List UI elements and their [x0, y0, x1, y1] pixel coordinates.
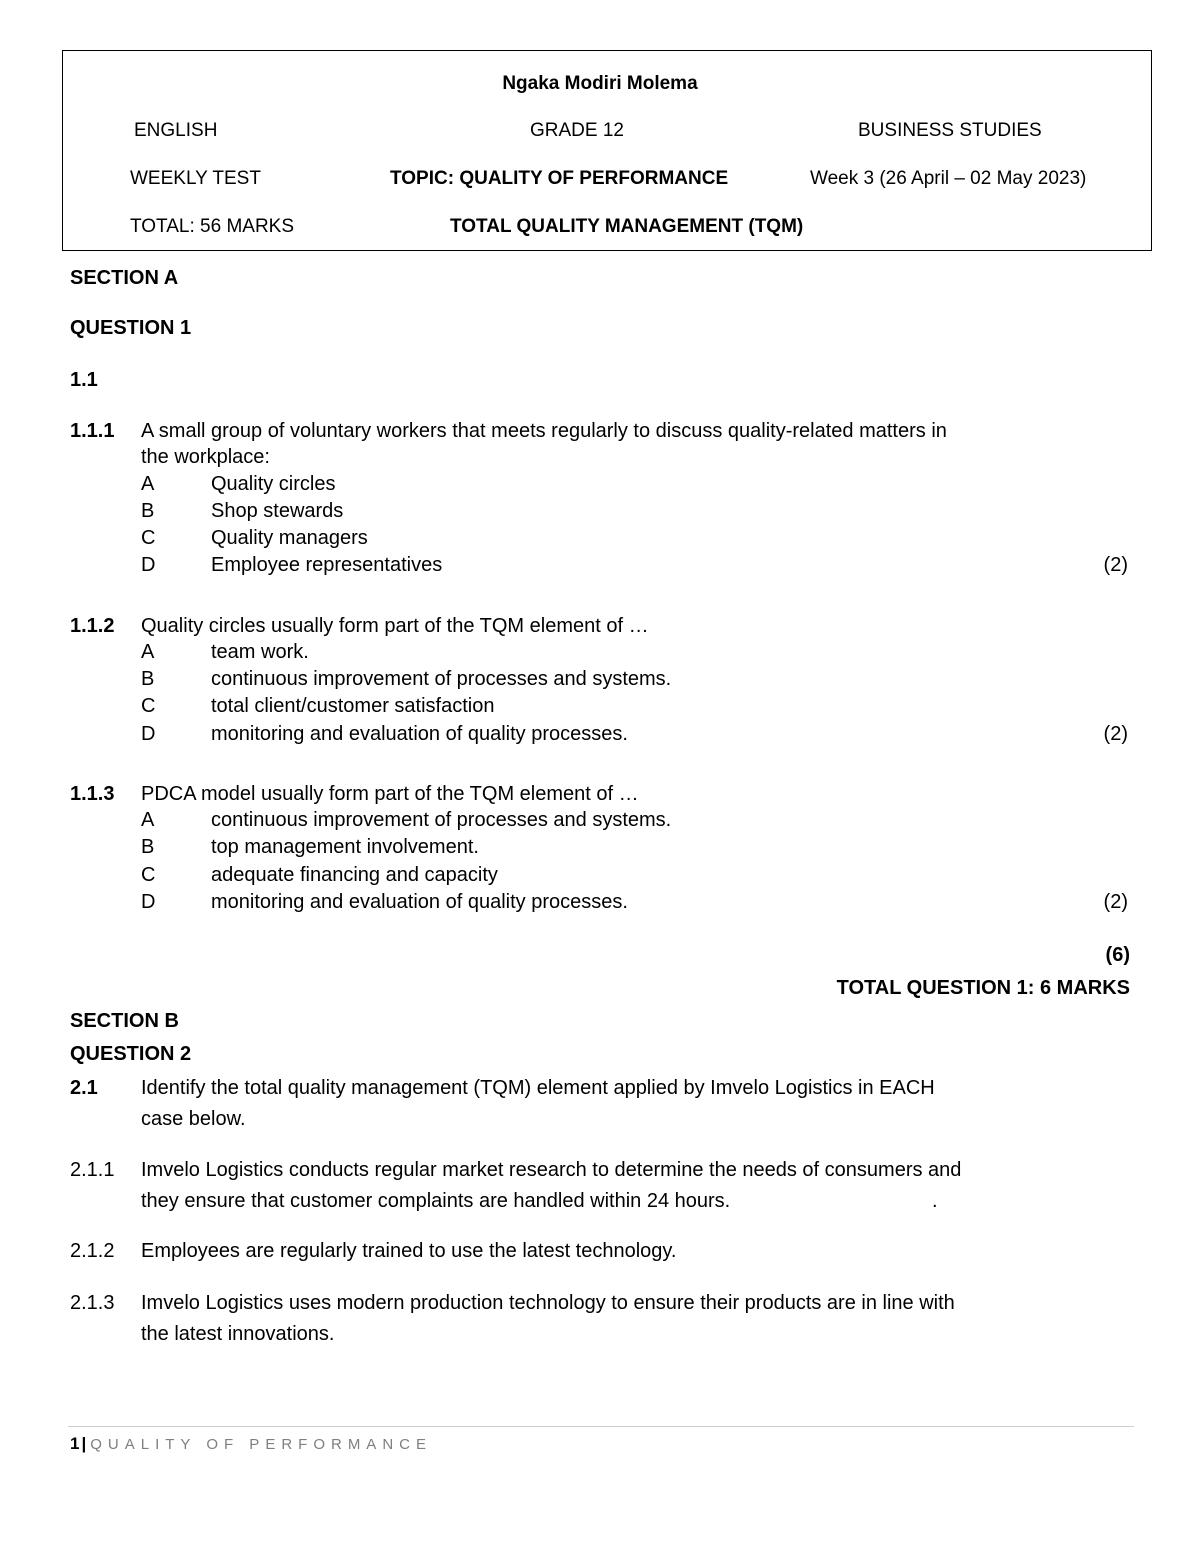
question-text-part: usually form part of the TQM element of … — [255, 783, 639, 805]
total-question-1: TOTAL QUESTION 1: 6 MARKS — [836, 977, 1130, 999]
marks-label: (2) — [1103, 723, 1128, 745]
question-text-part: PDCA model — [141, 783, 256, 805]
running-title: QUALITY OF PERFORMANCE — [90, 1436, 432, 1453]
question-text — [141, 782, 639, 806]
option-text: Quality circles — [211, 473, 336, 495]
section-a-title: SECTION A — [70, 267, 179, 289]
question-number: 2.1.1 — [70, 1159, 115, 1181]
question-1-title: QUESTION 1 — [70, 317, 192, 339]
footer-separator: | — [81, 1434, 87, 1453]
total-marks-label: TOTAL: 56 MARKS — [130, 216, 295, 237]
option-letter: C — [141, 695, 156, 717]
option-letter: C — [141, 864, 156, 886]
option-text: monitoring and evaluation of quality processes. — [211, 891, 628, 913]
footer-divider — [68, 1426, 1134, 1427]
question-text: Identify the total quality management (TQM) element applied by Imvelo Logistics in EACH — [141, 1077, 935, 1099]
option-letter: A — [141, 641, 155, 663]
option-letter: A — [141, 473, 155, 495]
question-text: case below. — [141, 1108, 246, 1130]
option-letter: C — [141, 527, 156, 549]
school-name: Ngaka Modiri Molema — [502, 73, 698, 94]
question-number: 1.1.2 — [70, 615, 115, 637]
question-2-title: QUESTION 2 — [70, 1043, 192, 1065]
option-text: monitoring and evaluation of quality processes. — [211, 723, 628, 745]
question-1-1-number: 1.1 — [70, 369, 98, 391]
option-text: team work. — [211, 641, 309, 663]
option-text: Shop stewards — [211, 500, 344, 522]
subtopic-label: TOTAL QUALITY MANAGEMENT (TQM) — [450, 216, 804, 237]
page-footer — [70, 1434, 432, 1455]
section-b-title: SECTION B — [70, 1010, 179, 1032]
subtotal-marks: (6) — [1105, 944, 1130, 966]
grade-label: GRADE 12 — [530, 120, 624, 141]
language-label: ENGLISH — [134, 120, 218, 141]
option-text: Employee representatives — [211, 554, 443, 576]
question-text: the latest innovations. — [141, 1323, 335, 1345]
subject-label: BUSINESS STUDIES — [858, 120, 1042, 141]
question-number: 1.1.3 — [70, 783, 115, 805]
page-number: 1 — [70, 1434, 80, 1453]
option-letter: A — [141, 809, 155, 831]
option-letter: B — [141, 836, 155, 858]
marks-label: (2) — [1103, 554, 1128, 576]
question-text: the workplace: — [141, 446, 270, 468]
question-text: they ensure that customer complaints are handled within 24 hours. — [141, 1190, 731, 1212]
question-number: 1.1.1 — [70, 420, 115, 442]
question-text: Imvelo Logistics conducts regular market research to determine the needs of consumers and — [141, 1159, 962, 1181]
question-number: 2.1.2 — [70, 1240, 115, 1262]
trailing-dot: . — [932, 1190, 938, 1212]
topic-label: TOPIC: QUALITY OF PERFORMANCE — [390, 168, 729, 189]
week-label: Week 3 (26 April – 02 May 2023) — [810, 168, 1087, 189]
option-text: adequate financing and capacity — [211, 864, 498, 886]
question-number: 2.1 — [70, 1077, 98, 1099]
option-letter: D — [141, 891, 156, 913]
marks-label: (2) — [1103, 891, 1128, 913]
option-letter: D — [141, 723, 156, 745]
option-text: total client/customer satisfaction — [211, 695, 495, 717]
option-text: continuous improvement of processes and systems. — [211, 809, 672, 831]
question-text: Employees are regularly trained to use the latest technology. — [141, 1240, 677, 1262]
question-text: Imvelo Logistics uses modern production technology to ensure their products are in line with — [141, 1292, 955, 1314]
option-letter: D — [141, 554, 156, 576]
option-text: top management involvement. — [211, 836, 479, 858]
question-text: Quality circles usually form part of the TQM element of … — [141, 615, 649, 637]
test-type-label: WEEKLY TEST — [130, 168, 261, 189]
question-number: 2.1.3 — [70, 1292, 115, 1314]
option-letter: B — [141, 668, 155, 690]
option-letter: B — [141, 500, 155, 522]
option-text: Quality managers — [211, 527, 368, 549]
question-text: A small group of voluntary workers that meets regularly to discuss quality-related matters in — [141, 420, 947, 442]
option-text: continuous improvement of processes and systems. — [211, 668, 672, 690]
